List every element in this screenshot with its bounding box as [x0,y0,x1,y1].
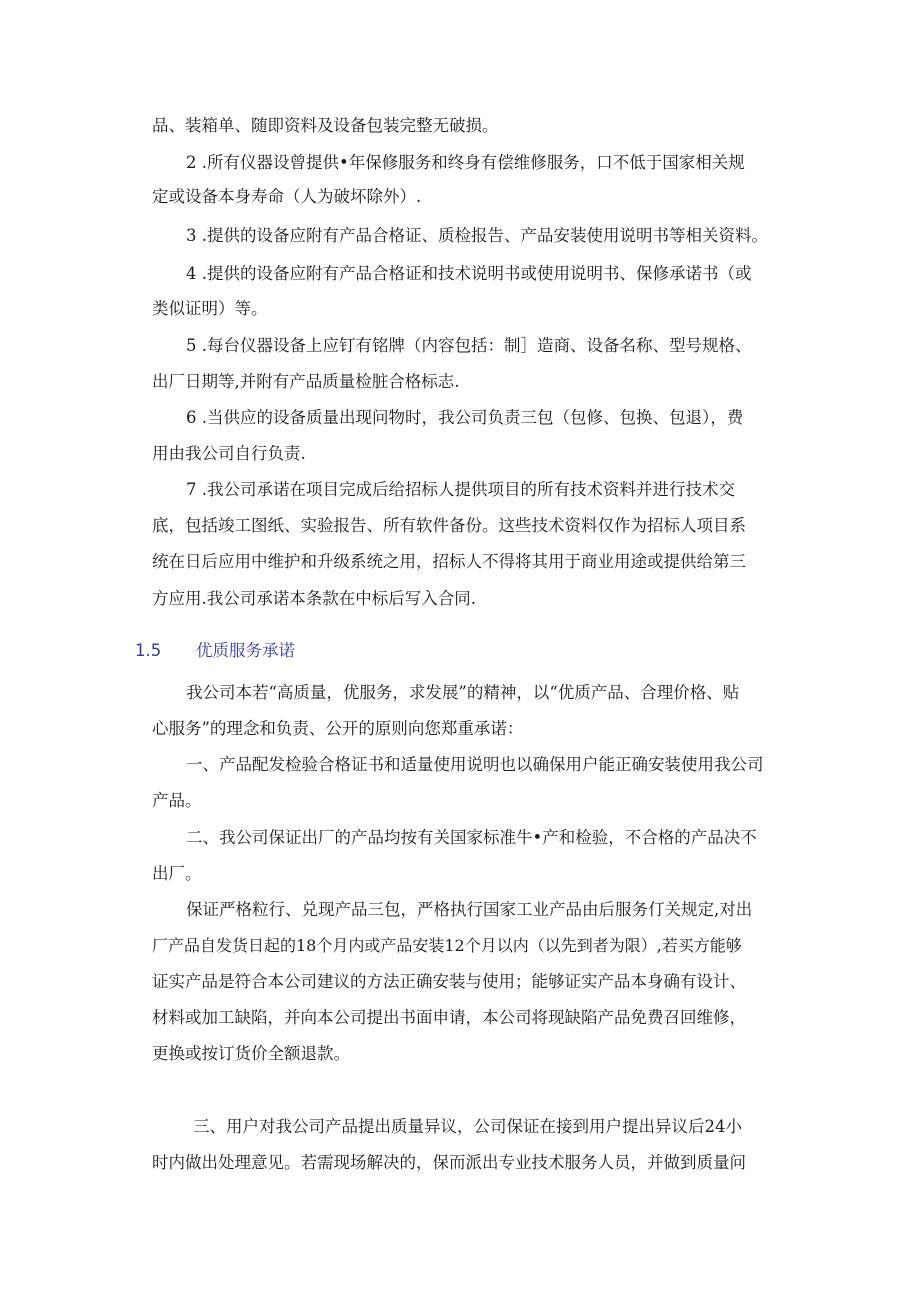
text-line: 产品。 [152,791,202,810]
text-line: 用由我公司自行负责. [152,444,306,463]
text-line: 厂产品自发货日起的18个月内或产品安装12个月以内（以先到者为限）,若买方能够 [152,936,742,955]
text-line: 6 .当供应的设备质量出现问物时，我公司负责三包（包修、包换、包退），费 [186,408,744,427]
text-line: 2 .所有仪器设曾提供•年保修服务和终身有偿维修服务，口不低于国家相关规 [186,153,745,172]
text-line: 类似证明）等。 [152,299,268,318]
text-line: 保证严格粒行、兑现产品三包，严格执行国家工业产品由后服务仃关规定,对出 [186,900,753,919]
section-title: 优质服务承诺 [196,641,295,660]
text-line: 3 .提供的设备应附有产品合格证、质检报告、产品安装使用说明书等相关资料。 [186,226,768,245]
text-line: 出厂。 [152,864,202,883]
text-line: 出厂日期等,并附有产品质量检脏合格标志. [152,372,460,391]
text-line: 定或设备本身寿命（人为破坏除外）. [152,187,422,206]
text-line: 证实产品是符合本公司建议的方法正确安装与使用；能够证实产品本身确有设计、 [152,972,746,991]
text-line: 方应用.我公司承诺本条款在中标后写入合同. [152,589,476,608]
section-heading [135,640,395,662]
text-line: 材料或加工缺陷，并向本公司提出书面申请，本公司将现缺陷产品免费召回维修， [152,1008,746,1027]
text-line: 心服务”的理念和负责、公开的原则向您郑重承诺： [152,719,524,738]
text-line: 时内做出处理意见。若需现场解决的，保而派出专业技术服务人员，并做到质量问 [152,1153,746,1172]
text-line: 三、用户对我公司产品提出质量异议，公司保证在接到用户提出异议后24小 [193,1117,742,1136]
text-line: 底，包括竣工图纸、实验报告、所有软件备份。这些技术资料仅作为招标人项目系 [152,516,746,535]
text-line: 更换或按订货价全额退款。 [152,1044,350,1063]
section-number: 1.5 [135,641,162,660]
text-line: 我公司本若“高质量，优服务，求发展”的精神，以“优质产品、合理价格、贴 [186,683,740,702]
text-line: 品、装箱单、随即资料及设备包装完整无破损。 [152,116,499,135]
text-line: 二、我公司保证出厂的产品均按有关国家标准牛•产和检验，不合格的产品决不 [186,828,757,847]
text-line: 一、产品配发检验合格证书和适量使用说明也以确保用户能正确安装使用我公司 [186,755,764,774]
text-line: 统在日后应用中维护和升级系统之用，招标人不得将其用于商业用途或提供给第三 [152,552,746,571]
text-line: 5 .每台仪器设备上应钉有铭牌（内容包括：制］造商、设备名称、型号规格、 [186,336,752,355]
text-line: 4 .提供的设备应附有产品合格证和技术说明书或使用说明书、保修承诺书（或 [186,264,752,283]
text-line: 7 .我公司承诺在项目完成后给招标人提供项目的所有技术资料并进行技术交 [186,480,735,499]
